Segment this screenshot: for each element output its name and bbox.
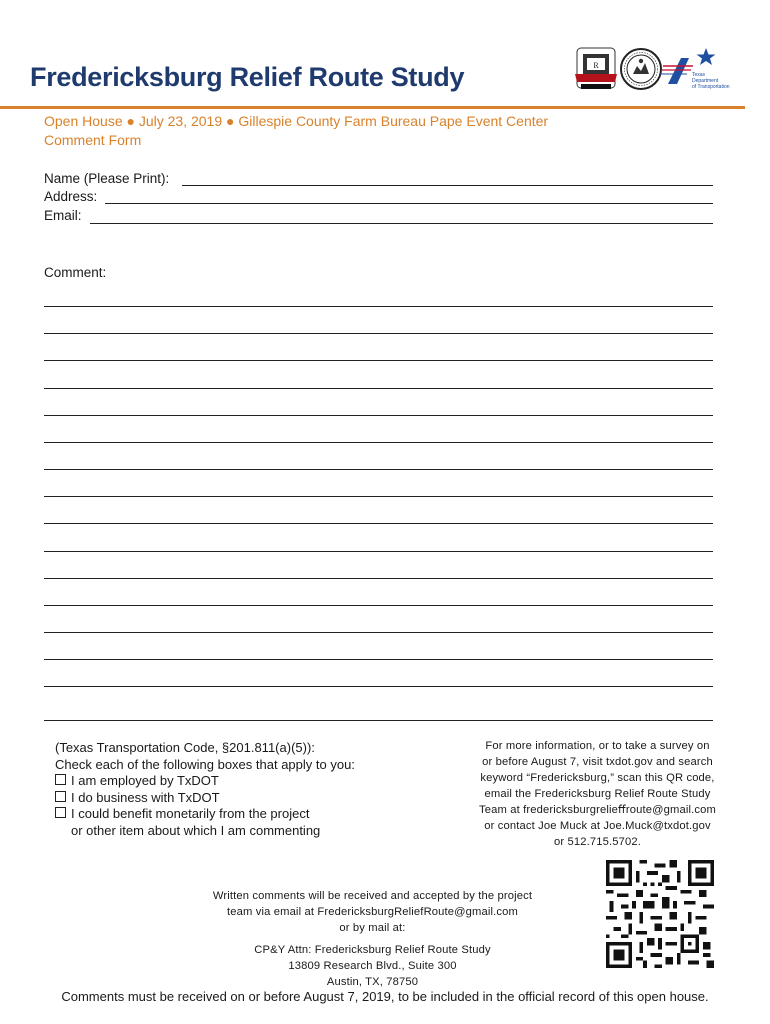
info-line: or 512.715.5702.	[554, 836, 641, 848]
comment-line[interactable]	[44, 632, 713, 633]
statutory-section	[55, 740, 385, 839]
info-block	[470, 738, 725, 850]
checkbox-option[interactable]	[55, 790, 385, 807]
comment-label: Comment:	[44, 265, 107, 280]
txdot-text-1: Texas	[692, 72, 706, 78]
info-line: For more information, or to take a survey on	[485, 740, 710, 752]
comment-line[interactable]	[44, 415, 713, 416]
email-field[interactable]	[90, 223, 713, 224]
comment-line[interactable]	[44, 523, 713, 524]
mail-address-line: 13809 Research Blvd., Suite 300	[288, 960, 457, 972]
checkbox-label: I am employed by TxDOT	[71, 773, 219, 788]
comment-line[interactable]	[44, 496, 713, 497]
header-logos	[575, 44, 730, 100]
header-divider	[0, 106, 745, 109]
comment-line[interactable]	[44, 442, 713, 443]
mail-block	[195, 888, 550, 990]
comment-line[interactable]	[44, 469, 713, 470]
gillespie-county-seal-icon	[621, 49, 661, 89]
comment-line[interactable]	[44, 578, 713, 579]
comment-line[interactable]	[44, 659, 713, 660]
fredericksburg-city-seal-icon	[575, 48, 617, 89]
txdot-text-3: of Transportation	[692, 84, 730, 90]
comment-line[interactable]	[44, 388, 713, 389]
address-field[interactable]	[105, 203, 713, 204]
mail-line: or by mail at:	[339, 922, 406, 934]
checkbox-instruction: Check each of the following boxes that apply to you:	[55, 756, 355, 772]
comment-line[interactable]	[44, 605, 713, 606]
name-field[interactable]	[182, 185, 713, 186]
info-line: Team at fredericksburgrelieﬀroute@gmail.com	[479, 804, 716, 816]
checkbox-label: I do business with TxDOT	[71, 789, 220, 805]
name-label: Name (Please Print):	[44, 171, 170, 186]
svg-text:R: R	[593, 61, 599, 70]
checkbox-label: I could benefit monetarily from the project	[71, 806, 310, 821]
event-subtitle: Open House ● July 23, 2019 ● Gillespie County Farm Bureau Pape Event Center	[44, 113, 549, 129]
address-label: Address:	[44, 189, 98, 204]
info-line: email the Fredericksburg Relief Route Study	[484, 788, 711, 800]
mail-line: Written comments will be received and accepted by the project	[212, 890, 533, 902]
page-title: Fredericksburg Relief Route Study	[30, 62, 465, 92]
comment-line[interactable]	[44, 686, 713, 687]
form-subtitle: Comment Form	[44, 132, 142, 148]
checkbox-option[interactable]	[55, 773, 385, 790]
comment-line[interactable]	[44, 720, 713, 721]
checkbox-option[interactable]	[55, 806, 385, 823]
txdot-text-2: Department	[692, 78, 719, 84]
comment-line[interactable]	[44, 360, 713, 361]
comment-line[interactable]	[44, 306, 713, 307]
checkbox[interactable]	[55, 791, 66, 802]
info-line: keyword “Fredericksburg,” scan this QR code,	[480, 772, 715, 784]
mail-address-line: Austin, TX, 78750	[326, 976, 419, 988]
email-label: Email:	[44, 208, 82, 223]
mail-line: team via email at FredericksburgReliefRoute@gmail.com	[226, 906, 519, 918]
qr-code-icon[interactable]	[606, 860, 714, 968]
checkbox[interactable]	[55, 807, 66, 818]
mail-address-line: CP&Y Attn: Fredericksburg Relief Route Study	[254, 944, 491, 956]
deadline-footer: Comments must be received on or before August 7, 2019, to be included in the official record of this open house.	[61, 989, 709, 1004]
checkbox[interactable]	[55, 774, 66, 785]
code-reference: (Texas Transportation Code, §201.811(a)(5)):	[55, 740, 315, 755]
info-line: or before August 7, visit txdot.gov and search	[482, 756, 713, 768]
checkbox-label-continued: or other item about which I am commenting	[71, 822, 321, 838]
info-line: or contact Joe Muck at Joe.Muck@txdot.gov	[484, 820, 711, 832]
comment-line[interactable]	[44, 333, 713, 334]
comment-line[interactable]	[44, 551, 713, 552]
